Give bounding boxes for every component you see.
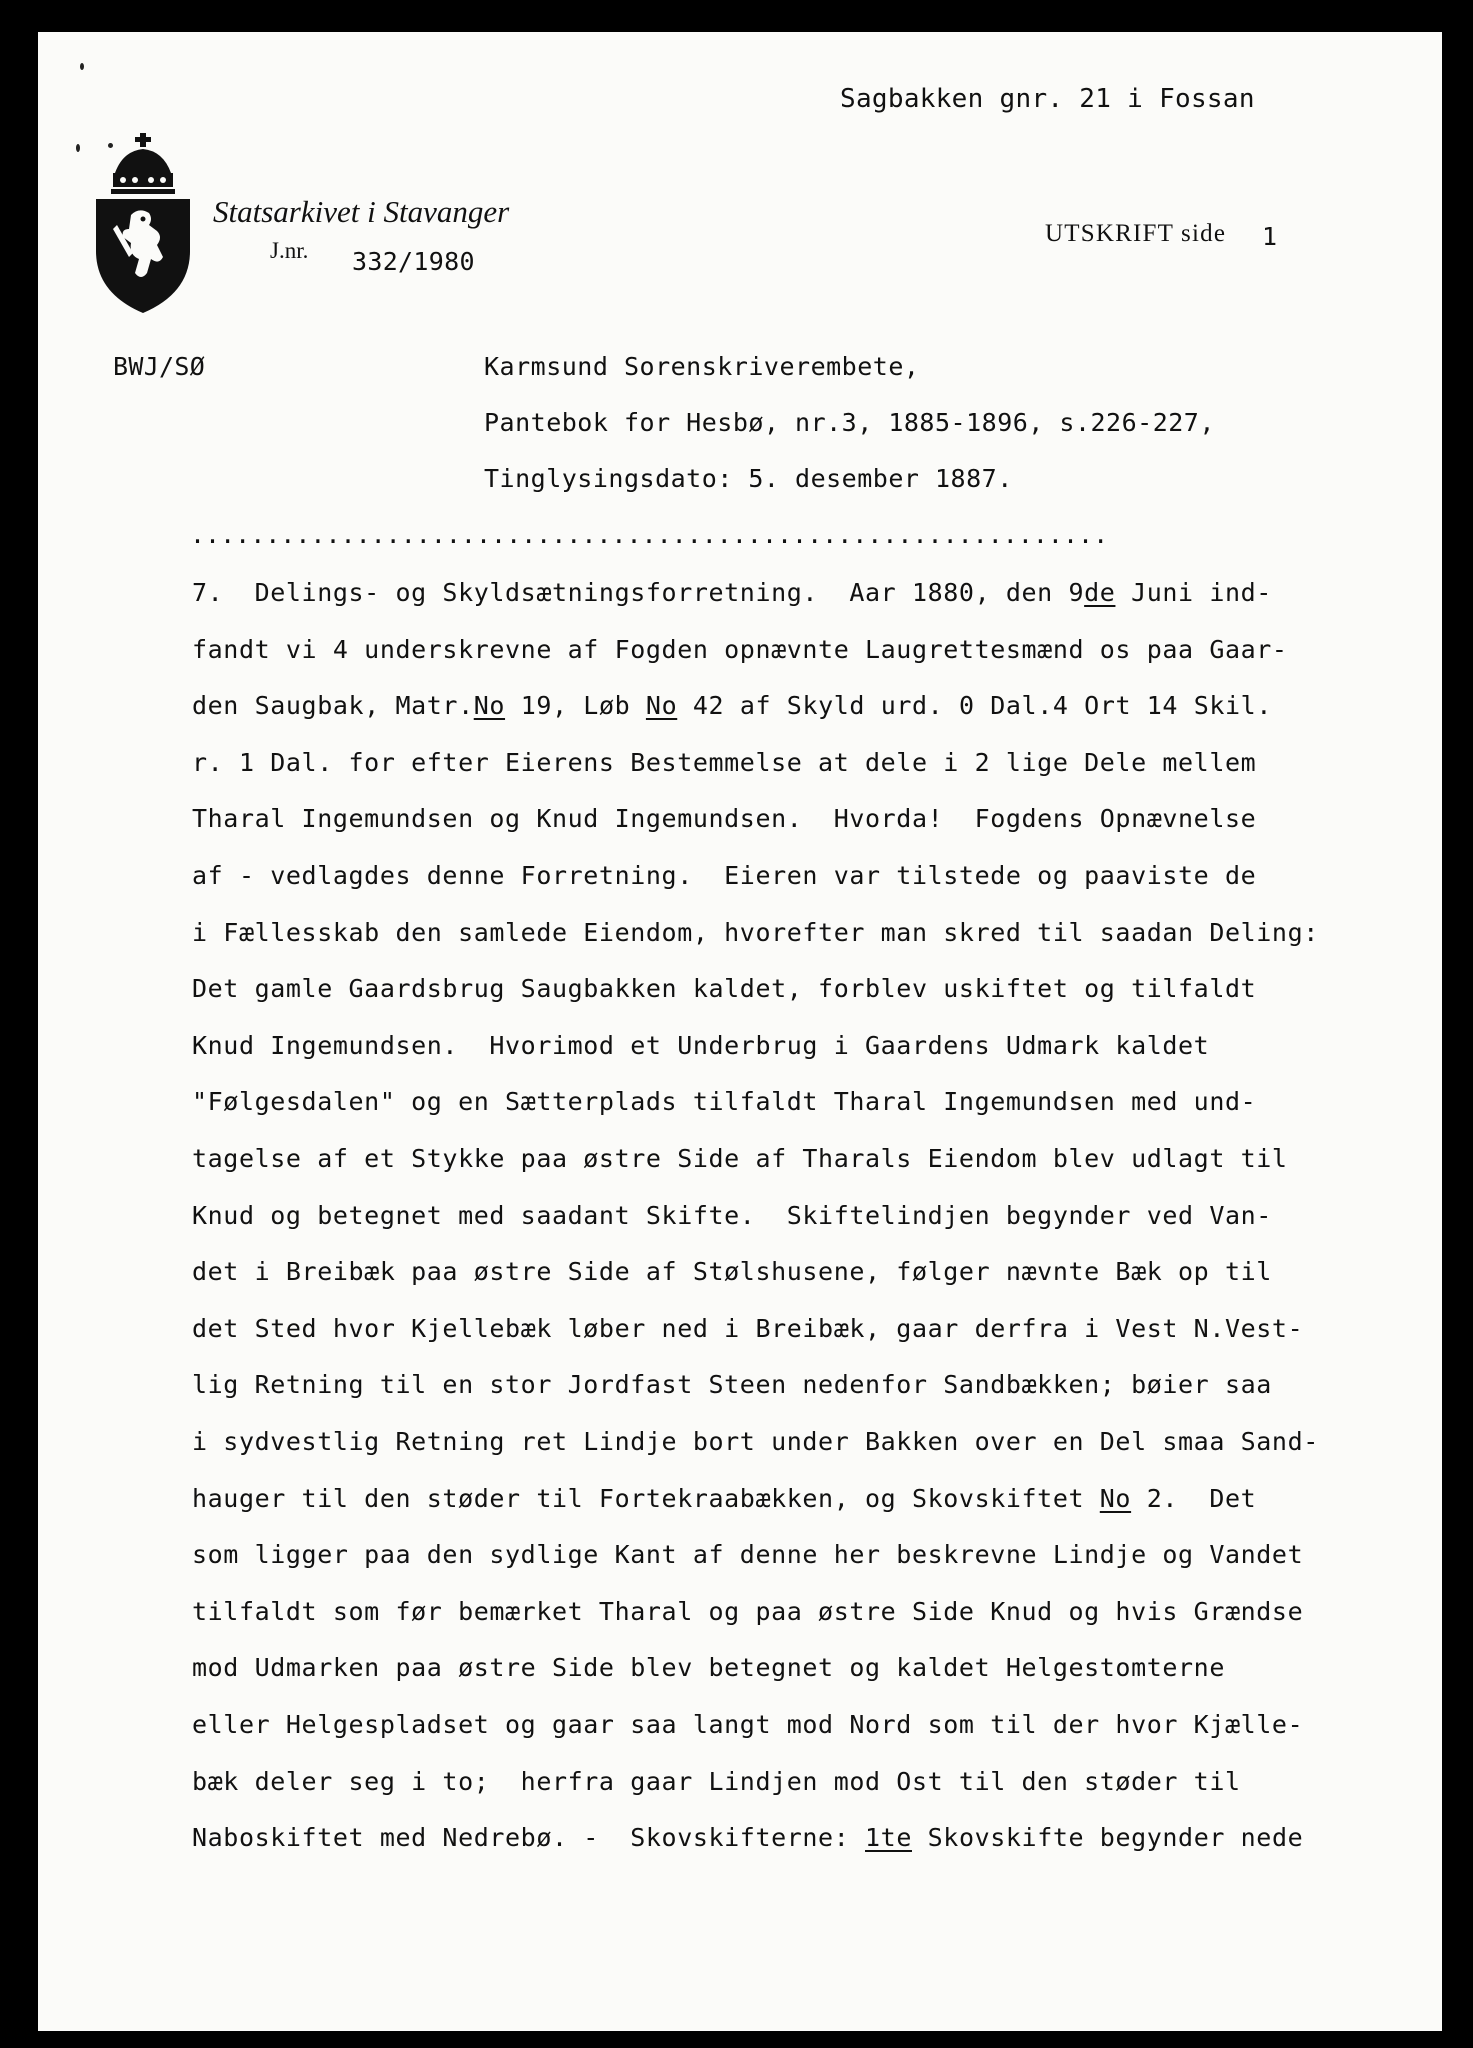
text-run: tilfaldt som før bemærket Tharal og paa østre Side Knud og hvis Grændse bbox=[192, 1596, 1304, 1626]
text-run: Tharal Ingemundsen og Knud Ingemundsen. Hvorda! Fogdens Opnævnelse bbox=[192, 804, 1257, 834]
location-heading: Sagbakken gnr. 21 i Fossan bbox=[840, 84, 1255, 114]
source-line-1: Karmsund Sorenskriverembete, bbox=[484, 352, 920, 381]
body-line bbox=[192, 804, 1256, 833]
body-line bbox=[192, 1031, 1209, 1060]
text-run: mod Udmarken paa østre Side blev betegnet og kaldet Helgestomterne bbox=[192, 1653, 1225, 1683]
text-run: r. 1 Dal. for efter Eierens Bestemmelse at dele i 2 lige Dele mellem bbox=[192, 747, 1257, 777]
body-line bbox=[192, 1427, 1319, 1456]
speck-mark bbox=[76, 144, 80, 152]
text-run: som ligger paa den sydlige Kant af denne her beskrevne Lindje og Vandet bbox=[192, 1540, 1304, 1570]
text-run: hauger til den støder til Fortekraabækken, og Skovskiftet bbox=[192, 1483, 1100, 1513]
text-run: 2. Det bbox=[1131, 1483, 1257, 1513]
body-line bbox=[192, 1257, 1272, 1286]
underlined-text: No bbox=[1099, 1483, 1132, 1513]
body-line bbox=[192, 1087, 1256, 1116]
text-run: bæk deler seg i to; herfra gaar Lindjen mod Ost til den støder til bbox=[192, 1766, 1241, 1796]
body-line bbox=[192, 1201, 1272, 1230]
body-line bbox=[192, 1767, 1241, 1796]
dotted-separator: ............................................................. bbox=[190, 520, 1109, 549]
body-line bbox=[192, 1597, 1303, 1626]
underlined-text: No bbox=[473, 691, 506, 721]
body-line bbox=[192, 1314, 1303, 1343]
text-run: Skovskifte begynder nede bbox=[911, 1823, 1304, 1853]
body-line bbox=[192, 1370, 1272, 1399]
body-line bbox=[192, 1823, 1303, 1852]
body-line bbox=[192, 1484, 1256, 1513]
body-line bbox=[192, 691, 1272, 720]
jnr-label: J.nr. bbox=[270, 238, 309, 263]
source-line-2: Pantebok for Hesbø, nr.3, 1885-1896, s.226-227, bbox=[484, 408, 1215, 437]
page-number: 1 bbox=[1262, 222, 1278, 251]
text-run: det i Breibæk paa østre Side af Stølshusene, følger nævnte Bæk op til bbox=[192, 1257, 1272, 1287]
extract-label: UTSKRIFT side bbox=[1045, 220, 1227, 247]
text-run: fandt vi 4 underskrevne af Fogden opnævnte Laugrettesmænd os paa Gaar- bbox=[192, 634, 1288, 664]
initials: BWJ/SØ bbox=[113, 352, 206, 381]
text-run: i Fællesskab den samlede Eiendom, hvorefter man skred til saadan Deling: bbox=[192, 917, 1319, 947]
text-run: 19, Løb bbox=[505, 691, 646, 721]
body-line bbox=[192, 974, 1256, 1003]
speck-mark bbox=[80, 63, 84, 70]
text-run: Knud Ingemundsen. Hvorimod et Underbrug i Gaardens Udmark kaldet bbox=[192, 1030, 1210, 1060]
text-run: i sydvestlig Retning ret Lindje bort under Bakken over en Del smaa Sand- bbox=[192, 1427, 1319, 1456]
text-run: Naboskiftet med Nedrebø. - Skovskifterne: bbox=[192, 1823, 866, 1853]
text-run: eller Helgespladset og gaar saa langt mod Nord som til der hvor Kjælle- bbox=[192, 1710, 1304, 1739]
body-line bbox=[192, 918, 1319, 947]
body-line bbox=[192, 1540, 1303, 1569]
body-line bbox=[192, 578, 1272, 607]
text-run: "Følgesdalen" og en Sætterplads tilfaldt Tharal Ingemundsen med und- bbox=[192, 1087, 1257, 1117]
text-run: det Sted hvor Kjellebæk løber ned i Breibæk, gaar derfra i Vest N.Vest- bbox=[192, 1313, 1304, 1343]
text-run: Juni ind- bbox=[1115, 578, 1272, 607]
text-run: lig Retning til en stor Jordfast Steen nedenfor Sandbækken; bøier saa bbox=[192, 1370, 1272, 1400]
source-line-3: Tinglysingsdato: 5. desember 1887. bbox=[484, 464, 1013, 493]
underlined-text: 1te bbox=[865, 1823, 912, 1853]
jnr-value: 332/1980 bbox=[352, 247, 475, 276]
coat-of-arms-icon bbox=[93, 133, 193, 313]
body-line bbox=[192, 861, 1256, 890]
underlined-text: No bbox=[645, 691, 678, 721]
body-line bbox=[192, 635, 1288, 664]
text-run: Det gamle Gaardsbrug Saugbakken kaldet, forblev uskiftet og tilfaldt bbox=[192, 974, 1257, 1004]
text-run: tagelse af et Stykke paa østre Side af Tharals Eiendom blev udlagt til bbox=[192, 1144, 1288, 1173]
text-run: den Saugbak, Matr. bbox=[192, 691, 474, 721]
text-run: Knud og betegnet med saadant Skifte. Skiftelindjen begynder ved Van- bbox=[192, 1200, 1272, 1230]
text-run: af - vedlagdes denne Forretning. Eieren var tilstede og paaviste de bbox=[192, 861, 1257, 890]
text-run: 7. Delings- og Skyldsætningsforretning. Aar 1880, den 9 bbox=[192, 578, 1085, 607]
text-run: 42 af Skyld urd. 0 Dal.4 Ort 14 Skil. bbox=[677, 691, 1272, 721]
body-line bbox=[192, 748, 1256, 777]
body-line bbox=[192, 1653, 1225, 1682]
body-line bbox=[192, 1144, 1288, 1173]
underlined-text: de bbox=[1084, 578, 1116, 607]
archive-name: Statsarkivet i Stavanger bbox=[213, 194, 510, 229]
body-line bbox=[192, 1710, 1303, 1739]
